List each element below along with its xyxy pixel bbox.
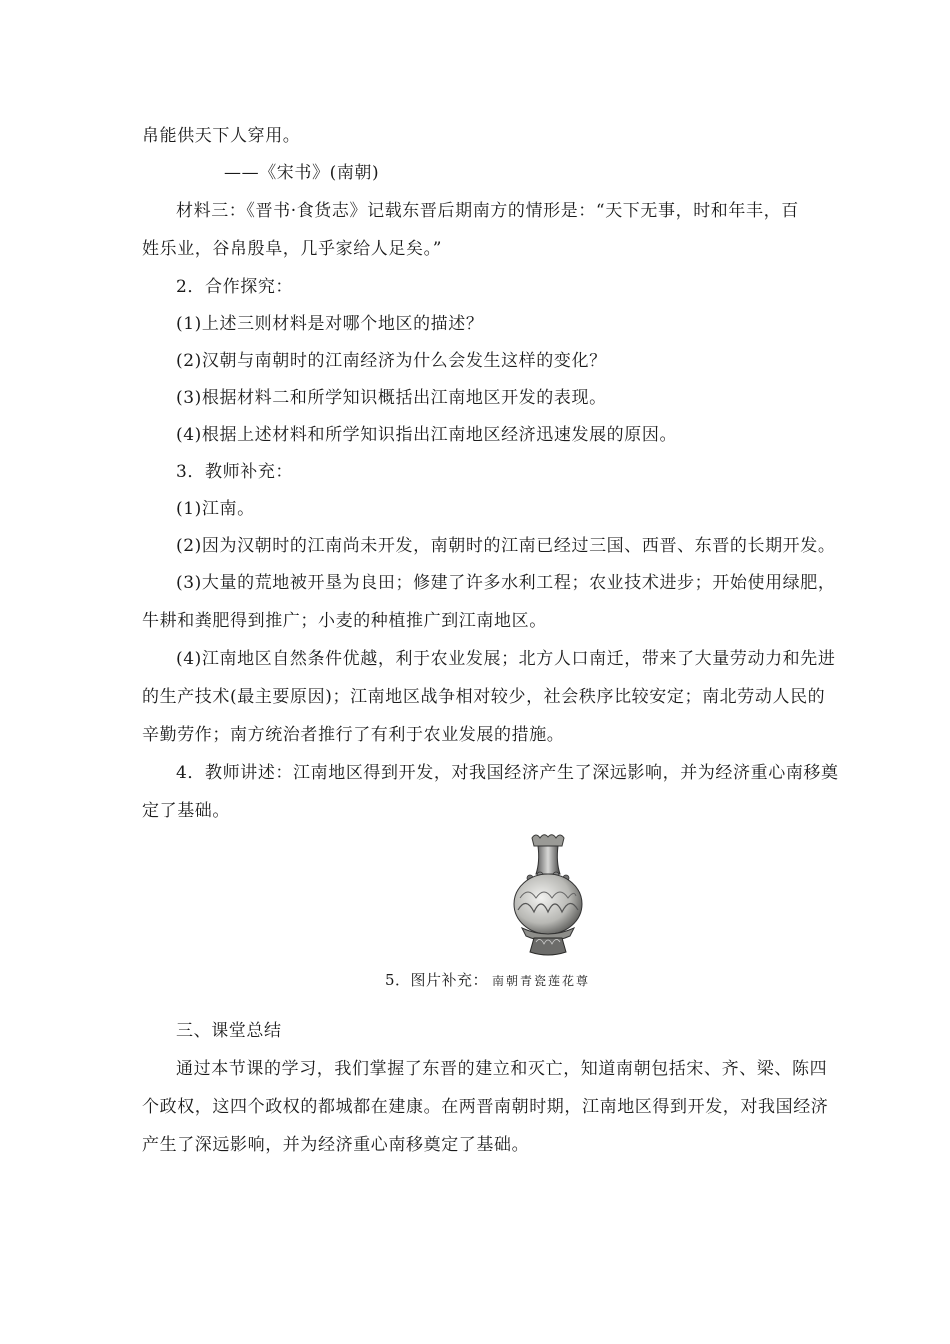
summary-line: 通过本节课的学习，我们掌握了东晋的建立和灭亡，知道南朝包括宋、齐、梁、陈四	[176, 1059, 828, 1079]
paragraph-line: 材料三：《晋书·食货志》记载东晋后期南方的情形是：“天下无事，时和年丰，百	[176, 201, 799, 221]
section-heading: 3．教师补充：	[176, 462, 294, 482]
lotus-vase-image	[500, 832, 596, 960]
question-item: (1)上述三则材料是对哪个地区的描述？	[176, 314, 484, 334]
caption-prefix: 5．图片补充：	[385, 971, 489, 989]
answer-item: (4)江南地区自然条件优越，利于农业发展；北方人口南迁，带来了大量劳动力和先进	[176, 649, 836, 669]
section-heading: 三、课堂总结	[176, 1021, 282, 1041]
answer-item: 的生产技术(最主要原因)；江南地区战争相对较少，社会秩序比较安定；南北劳动人民的	[142, 687, 826, 707]
answer-item: (2)因为汉朝时的江南尚未开发，南朝时的江南已经过三国、西晋、东晋的长期开发。	[176, 536, 836, 556]
paragraph-line: 帛能供天下人穿用。	[142, 126, 301, 146]
paragraph-line: 定了基础。	[142, 801, 230, 821]
summary-line: 产生了深远影响，并为经济重心南移奠定了基础。	[142, 1135, 530, 1155]
answer-item: (3)大量的荒地被开垦为良田；修建了许多水利工程；农业技术进步；开始使用绿肥，	[176, 573, 836, 593]
caption-title: 南朝青瓷莲花尊	[492, 974, 591, 988]
answer-item: (1)江南。	[176, 499, 255, 519]
answer-item: 辛勤劳作；南方统治者推行了有利于农业发展的措施。	[142, 725, 565, 745]
section-heading: 2．合作探究：	[176, 277, 294, 297]
figure-caption	[385, 970, 590, 991]
question-item: (4)根据上述材料和所学知识指出江南地区经济迅速发展的原因。	[176, 425, 678, 445]
answer-item: 牛耕和粪肥得到推广；小麦的种植推广到江南地区。	[142, 611, 547, 631]
summary-line: 个政权，这四个政权的都城都在建康。在两晋南朝时期，江南地区得到开发，对我国经济	[142, 1097, 829, 1117]
paragraph-line: 4．教师讲述：江南地区得到开发，对我国经济产生了深远影响，并为经济重心南移奠	[176, 763, 839, 783]
paragraph-line: 姓乐业，谷帛殷阜，几乎家给人足矣。”	[142, 239, 442, 259]
citation-line: ——《宋书》(南朝)	[224, 163, 380, 183]
question-item: (3)根据材料二和所学知识概括出江南地区开发的表现。	[176, 388, 607, 408]
question-item: (2)汉朝与南朝时的江南经济为什么会发生这样的变化？	[176, 351, 607, 371]
vase-illustration	[500, 832, 596, 960]
